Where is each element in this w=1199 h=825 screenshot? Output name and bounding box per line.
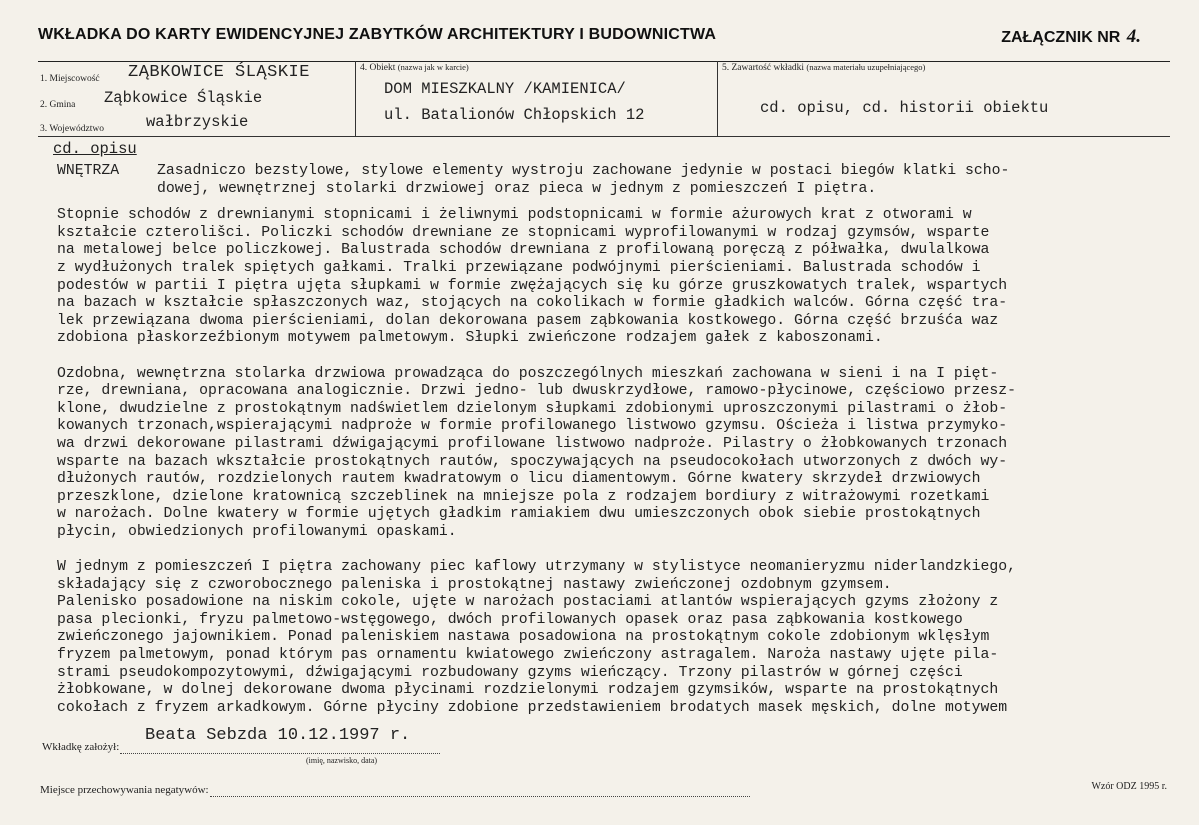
text-line: kształcie czterolišci. Policzki schodów drewniane ze stopnicami wyprofilowanymi w rodzaj gzymsów, wsparte [57,224,990,241]
text-line: rze, drewniana, opracowana analogicznie. Drzwi jedno- lub dwuskrzydłowe, ramowo-płycinowe, częściowo przesz- [57,383,1016,400]
text-line: zdobiona płaskorzeźbionym motywem palmetowym. Słupki zwieńczone rodzajem gałek z kaboszonami. [57,330,883,347]
wojewodztwo-label: 3. Województwo [40,124,104,134]
header-top-rule [38,61,1170,62]
text-line: lek przewiązana dwoma pierścieniami, dolan dekorowana pasem ząbkowania kostkowego. Górna część brzuśća waz [57,312,999,329]
text-line: klone, dwudzielne z prostokątnym nadświetlem dzielonym słupkami zdobionymi uproszczonymi pilastrami o żłob- [57,400,1008,417]
annex-label: ZAŁĄCZNIK NR [1001,29,1121,46]
paragraph-doors [57,366,1177,542]
annex-number [1001,26,1141,48]
text-line: dowej, wewnętrznej stolarki drzwiowej oraz pieca w jednym z pomieszczeń I piętra. [157,180,877,197]
text-line: Palenisko posadowione na niskim cokole, ujęte w narożach postaciami atlantów wspierających gzyms złożony z [57,594,999,611]
obiekt-label: 4. Obiekt (nazwa jak w karcie) [360,62,469,73]
text-line: zwieńczonego jajownikiem. Ponad paleniskiem nastawa posadowiona na prostokątnym cokole zdobionym wklęsłym [57,629,990,646]
obiekt-line1: DOM MIESZKALNY /KAMIENICA/ [384,80,626,98]
text-line: żłobkowane, w dolnej dekorowane dwoma płycinami rozdzielonymi rodzajem gzymsików, wsparte na prostokątnych [57,682,999,699]
storage-label: Miejsce przechowywania negatywów: [40,784,209,796]
text-line: dłużonych rautów, rozdzielonych rautem kwadratowym o licu diamentowym. Górne kwatery skrzydeł drzwiowych [57,471,981,488]
miejscowosc-label: 1. Miejscowość [40,74,100,84]
text-line: Zasadniczo bezstylowe, stylowe elementy wystroju zachowane jedynie w postaci biegów klatki scho- [157,163,1010,179]
zawartosc-label: 5. Zawartość wkładki (nazwa materiału uzupełniającego) [722,62,926,73]
storage-dotted-line [210,796,750,797]
zawartosc-value: cd. opisu, cd. historii obiektu [760,99,1049,117]
text-line: strami pseudokompozytowymi, dźwigającymi rozbudowany gzyms wieńczący. Trzony pilastrów w górnej części [57,664,963,681]
column-divider [355,61,356,136]
author-dotted-line [120,753,440,754]
author-hint: (imię, nazwisko, data) [306,756,378,765]
text-line: fryzem palmetowym, ponad którym pas ornamentu kwiatowego zwieńczony astragalem. Naroża nastawy ujęte pila- [57,647,999,664]
body-text [57,163,1177,717]
text-line: Ozdobna, wewnętrzna stolarka drzwiowa prowadząca do poszczególnych mieszkań zachowana w sieni i na I pięt- [57,365,999,382]
wnetrza-lines [157,163,1177,198]
wojewodztwo-value: wałbrzyskie [146,113,249,131]
annex-number-value: 4. [1126,26,1141,47]
text-line: Stopnie schodów z drewnianymi stopnicami i żeliwnymi podstopnicami w formie ażurowych krat z otworami w [57,207,972,224]
text-line: wsparte na bazach wkształcie prostokątnych rautów, spoczywających na pseudocokołach utworzonych z dwóch wy- [57,453,1008,470]
text-line: przeszklone, dzielone kratownicą szczeblinek na mniejsze pola z rodzajem bordiury z witrażowymi rozetkami [57,488,990,505]
text-line: cokołach z fryzem arkadkowym. Górne płyciny zdobione przedstawieniem brodatych masek męskich, dolne motywem [57,699,1008,716]
header-bottom-rule [38,136,1170,137]
obiekt-line2: ul. Batalionów Chłopskich 12 [384,106,645,124]
text-line: z wydłużonych tralek spiętych gałkami. Tralki przewiązane podwójnymi pierścieniami. Balustrada schodów i [57,259,981,276]
wnetrza-label: WNĘTRZA [57,163,120,179]
gmina-label: 2. Gmina [40,100,76,110]
wnetrza-block [57,163,1177,198]
text-line: w narożach. Dolne kwatery w formie ujętych gładkim ramiakiem dwu umieszczonych obok siebie prostokątnych [57,506,981,523]
text-line: pasa plecionki, fryzu palmetowo-wstęgowego, dwóch profilowanych opasek oraz pasa ząbkowania kostkowego [57,611,963,628]
paragraph-stove [57,559,1177,717]
text-line: podestów w partii I piętra ujęta słupkami w formie zwężających się ku górze gruszkowatych tralek, wspartych [57,277,1008,294]
gmina-value: Ząbkowice Śląskie [104,89,263,107]
text-line: płycin, obwiedzionych profilowanymi opaskami. [57,523,457,540]
author-value: Beata Sebzda 10.12.1997 r. [145,726,411,745]
author-label: Wkładkę założył: [42,741,120,753]
text-line: kowanych trzonach,wspierającymi nadproże w formie profilowanego listwowo gzymsu. Ościeża i listwa przymyko- [57,418,1008,435]
text-line: W jednym z pomieszczeń I piętra zachowany piec kaflowy utrzymany w stylistyce neomanieryzmu niderlandzkiego, [57,559,1016,576]
form-pattern: Wzór ODZ 1995 r. [1091,781,1167,792]
text-line: wa drzwi dekorowane pilastrami dźwigającymi profilowane listwowo nadproże. Pilastry o żłobkowanych trzonach [57,435,1008,452]
text-line: na bazach w kształcie spłaszczonych waz, stojących na cokolikach w formie gładkich walców. Górna część tra- [57,295,1008,312]
section-heading: cd. opisu [53,140,137,158]
column-divider [717,61,718,136]
document-title: WKŁADKA DO KARTY EWIDENCYJNEJ ZABYTKÓW ARCHITEKTURY I BUDOWNICTWA [38,26,717,43]
text-line: na metalowej belce policzkowej. Balustrada schodów drewniana z profilowaną poręczą z półwałka, dwulalkowa [57,242,990,259]
text-line: składający się z czworobocznego paleniska i prostokątnej nastawy zwieńczonej ozdobnym gzymsem. [57,576,892,593]
miejscowosc-value: ZĄBKOWICE ŚLĄSKIE [128,63,310,82]
paragraph-stairs [57,207,1177,348]
